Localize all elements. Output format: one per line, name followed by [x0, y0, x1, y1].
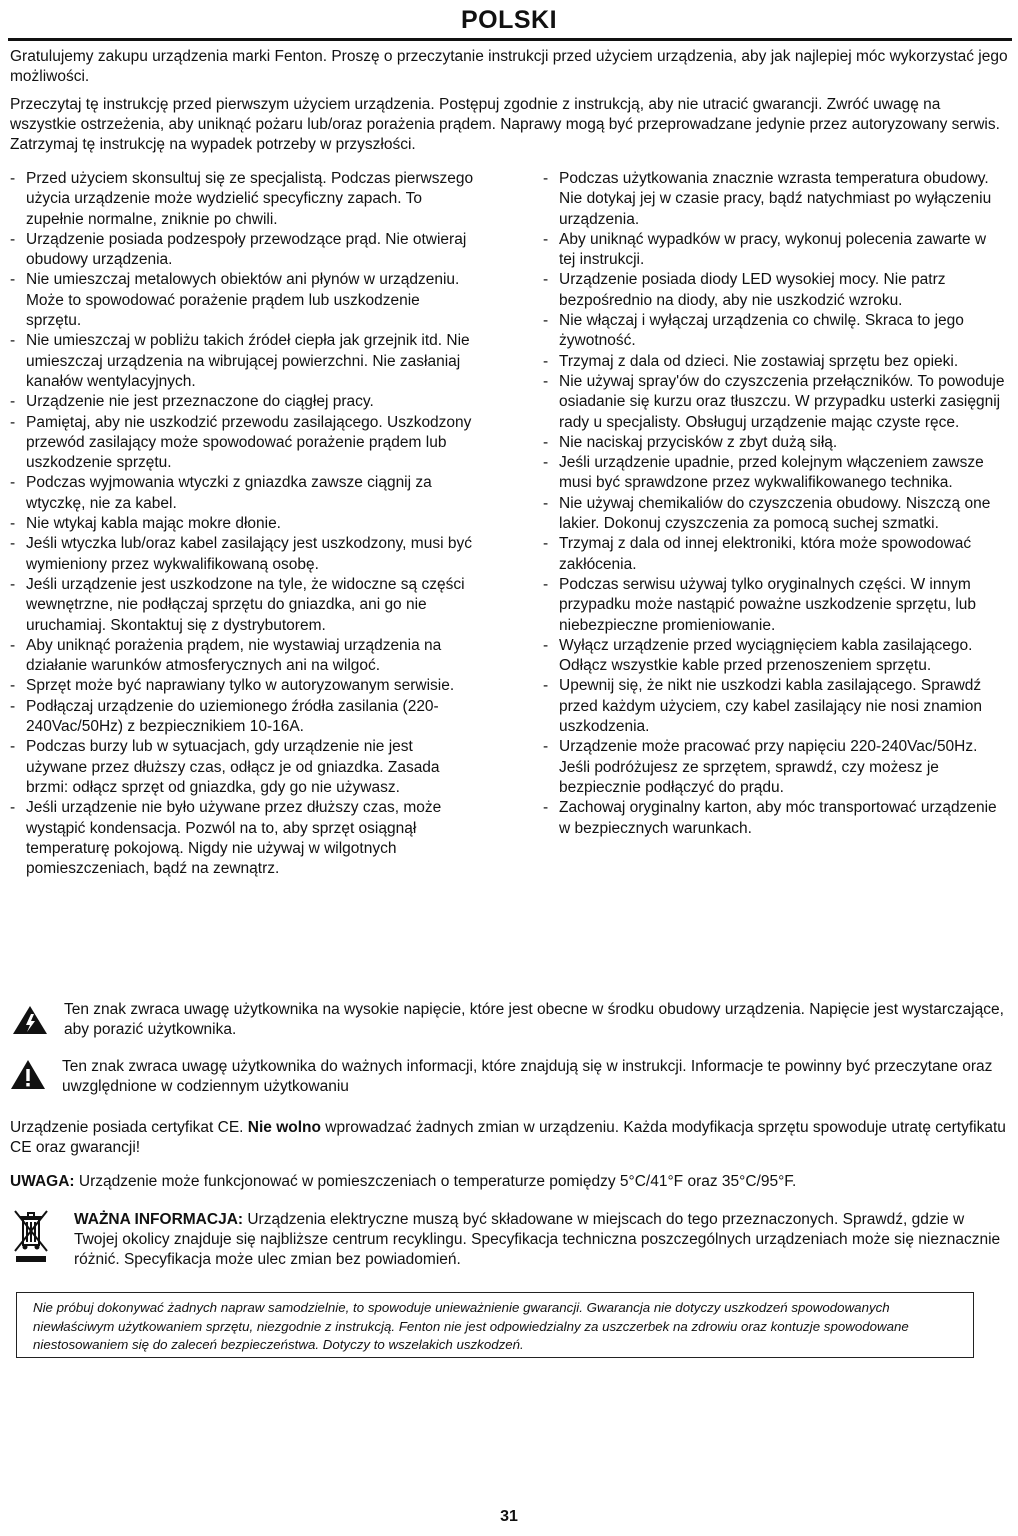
safety-list-right: [543, 169, 1005, 839]
list-item: - Nie używaj spray'ów do czyszczenia przełączników. To powoduje osiadanie się kurzu oraz tłuszczu. W przypadku usterki zasięgnij rady u specjalisty. Obsługuj urządzenie mając czyste ręce.: [543, 372, 1005, 433]
list-item: - Upewnij się, że nikt nie uszkodzi kabla zasilającego. Sprawdź przed każdym użyciem, czy kabel zasilający nie nosi znamion uszkodzenia.: [543, 676, 1005, 737]
list-item: - Sprzęt może być naprawiany tylko w autoryzowanym serwisie.: [10, 676, 478, 696]
list-item: - Wyłącz urządzenie przed wyciągnięciem kabla zasilającego. Odłącz wszystkie kable przed przenoszeniem sprzętu.: [543, 636, 1005, 677]
list-item: - Aby uniknąć porażenia prądem, nie wystawiaj urządzenia na działanie warunków atmosferycznych ani na wilgoć.: [10, 636, 478, 677]
list-item: - Aby uniknąć wypadków w pracy, wykonuj polecenia zawarte w tej instrukcji.: [543, 230, 1005, 271]
intro-paragraph-1: Gratulujemy zakupu urządzenia marki Fenton. Proszę o przeczytanie instrukcji przed użyciem urządzenia, aby jak najlepiej móc wykorzystać jego możliwości.: [10, 48, 1008, 85]
warranty-disclaimer-text: Nie próbuj dokonywać żadnych napraw samodzielnie, to spowoduje unieważnienie gwarancji. Gwarancja nie dotyczy uszkodzeń spowodowanych niewłaściwym użytkowaniem sprzętu, niezgodnie z instrukcją. Fenton nie jest odpowiedzialny za uszczerbek na zdrowiu oraz kontuzje spowodowane niestosowaniem się do zaleceń bezpieczeństwa. Dotyczy to wszelakich uszkodzeń.: [33, 1300, 909, 1353]
list-item: - Jeśli urządzenie upadnie, przed kolejnym włączeniem zawsze musi być sprawdzone przez wykwalifikowanego technika.: [543, 453, 1005, 494]
list-item: - Trzymaj z dala od dzieci. Nie zostawiaj sprzętu bez opieki.: [543, 352, 1005, 372]
safety-list-left: [10, 169, 478, 879]
note-label: UWAGA:: [10, 1173, 75, 1190]
list-item: - Pamiętaj, aby nie uszkodzić przewodu zasilającego. Uszkodzony przewód zasilający może spowodować porażenie prądem lub uszkodzenie sprzętu.: [10, 413, 478, 474]
list-item: - Nie umieszczaj w pobliżu takich źródeł ciepła jak grzejnik itd. Nie umieszczaj urządzenia na wibrującej powierzchni. Nie zasłaniaj kanałów wentylacyjnych.: [10, 331, 478, 392]
list-item: - Nie włączaj i wyłączaj urządzenia co chwilę. Skraca to jego żywotność.: [543, 311, 1005, 352]
page-number: 31: [500, 1508, 518, 1525]
info-warning-text: Ten znak zwraca uwagę użytkownika do ważnych informacji, które znajdują się w instrukcji. Informacje te powinny być przeczytane oraz uwzględnione w codziennym użytkowaniu: [62, 1058, 993, 1095]
list-item: - Zachowaj oryginalny karton, aby móc transportować urządzenie w bezpiecznych warunkach.: [543, 798, 1005, 839]
list-item: - Nie wtykaj kabla mając mokre dłonie.: [10, 514, 478, 534]
exclamation-warning-icon: [10, 1059, 46, 1090]
voltage-warning-text: Ten znak zwraca uwagę użytkownika na wysokie napięcie, które jest obecne w środku obudowy urządzenia. Napięcie jest wystarczające, aby porazić użytkownika.: [64, 1001, 1004, 1038]
list-item: - Przed użyciem skonsultuj się ze specjalistą. Podczas pierwszego użycia urządzenie może wydzielić specyficzny zapach. To zupełnie normalne, zniknie po chwili.: [10, 169, 478, 230]
list-item: - Podczas użytkowania znacznie wzrasta temperatura obudowy. Nie dotykaj jej w czasie pracy, bądź natychmiast po wyłączeniu urządzenia.: [543, 169, 1005, 230]
ce-text-pre: Urządzenie posiada certyfikat CE.: [10, 1119, 248, 1136]
list-item: - Nie umieszczaj metalowych obiektów ani płynów w urządzeniu. Może to spowodować porażenie prądem lub uszkodzenie sprzętu.: [10, 270, 478, 331]
list-item: - Urządzenie nie jest przeznaczone do ciągłej pracy.: [10, 392, 478, 412]
list-item: - Urządzenie może pracować przy napięciu 220-240Vac/50Hz. Jeśli podróżujesz ze sprzętem, sprawdź, czy możesz je bezpiecznie podłączyć do prądu.: [543, 737, 1005, 798]
ce-text-bold: Nie wolno: [247, 1119, 321, 1136]
list-item: - Podczas serwisu używaj tylko oryginalnych części. W innym przypadku może nastąpić poważne uszkodzenie sprzętu, lub niebezpieczne promieniowanie.: [543, 575, 1005, 636]
list-item: - Jeśli urządzenie nie było używane przez dłuższy czas, może wystąpić kondensacja. Pozwól na to, aby sprzęt osiągnął temperaturę pokojową. Nigdy nie używaj w wilgotnych pomieszczeniach, bądź na zewnątrz.: [10, 798, 478, 879]
list-item: - Podłączaj urządzenie do uziemionego źródła zasilania (220-240Vac/50Hz) z bezpiecznikiem 10-16A.: [10, 697, 478, 738]
list-item: - Podczas wyjmowania wtyczki z gniazdka zawsze ciągnij za wtyczkę, nie za kabel.: [10, 473, 478, 514]
temperature-note: [10, 1172, 1010, 1192]
weee-information: [74, 1210, 1004, 1270]
crossed-bin-icon: [12, 1208, 50, 1266]
weee-label: WAŻNA INFORMACJA:: [74, 1211, 244, 1228]
title-divider: [8, 38, 1012, 41]
list-item: - Trzymaj z dala od innej elektroniki, która może spowodować zakłócenia.: [543, 534, 1005, 575]
list-item: - Nie używaj chemikaliów do czyszczenia obudowy. Niszczą one lakier. Dokonuj czyszczenia za pomocą suchej szmatki.: [543, 494, 1005, 535]
list-item: - Urządzenie posiada podzespoły przewodzące prąd. Nie otwieraj obudowy urządzenia.: [10, 230, 478, 271]
list-item: - Nie naciskaj przycisków z zbyt dużą siłą.: [543, 433, 1005, 453]
list-item: - Podczas burzy lub w sytuacjach, gdy urządzenie nie jest używane przez dłuższy czas, odłącz je od gniazdka. Zasada brzmi: odłącz sprzęt od gniazdka, gdy go nie używasz.: [10, 737, 478, 798]
warranty-disclaimer-box: [16, 1292, 974, 1358]
intro-paragraph-2: Przeczytaj tę instrukcję przed pierwszym użyciem urządzenia. Postępuj zgodnie z instrukcją, aby nie utracić gwarancji. Zwróć uwagę na wszystkie ostrzeżenia, aby uniknąć pożaru lub/oraz porażenia prądem. Naprawy mogą być przeprowadzane jedynie przez autoryzowany serwis. Zatrzymaj tę instrukcję na wypadek potrzeby w przyszłości.: [10, 96, 1000, 153]
high-voltage-warning-icon: [12, 1005, 48, 1035]
list-item: - Jeśli wtyczka lub/oraz kabel zasilający jest uszkodzony, musi być wymieniony przez wykwalifikowaną osobę.: [10, 534, 478, 575]
weee-text: Urządzenia elektryczne muszą być składowane w miejscach do tego przeznaczonych. Sprawdź, gdzie w Twojej okolicy znajduje się najbliższe centrum recyklingu. Specyfikacja techniczna poszczególnych urządzeniach może się nieznacznie różnić. Specyfikacja może ulec zmian bez powiadomień.: [74, 1211, 1001, 1268]
ce-paragraph: [10, 1118, 1010, 1158]
page-title: POLSKI: [460, 6, 558, 34]
list-item: - Jeśli urządzenie jest uszkodzone na tyle, że widoczne są części wewnętrzne, nie podłączaj sprzętu do gniazdka, ani go nie uruchamiaj. Skontaktuj się z dystrybutorem.: [10, 575, 478, 636]
list-item: - Urządzenie posiada diody LED wysokiej mocy. Nie patrz bezpośrednio na diody, aby nie uszkodzić wzroku.: [543, 270, 1005, 311]
note-text: Urządzenie może funkcjonować w pomieszczeniach o temperaturze pomiędzy 5°C/41°F oraz 35°C/95°F.: [74, 1173, 797, 1190]
ce-text-post: wprowadzać żadnych zmian w urządzeniu. Każda modyfikacja sprzętu spowoduje utratę certyfikatu CE oraz gwarancji!: [10, 1119, 1006, 1156]
